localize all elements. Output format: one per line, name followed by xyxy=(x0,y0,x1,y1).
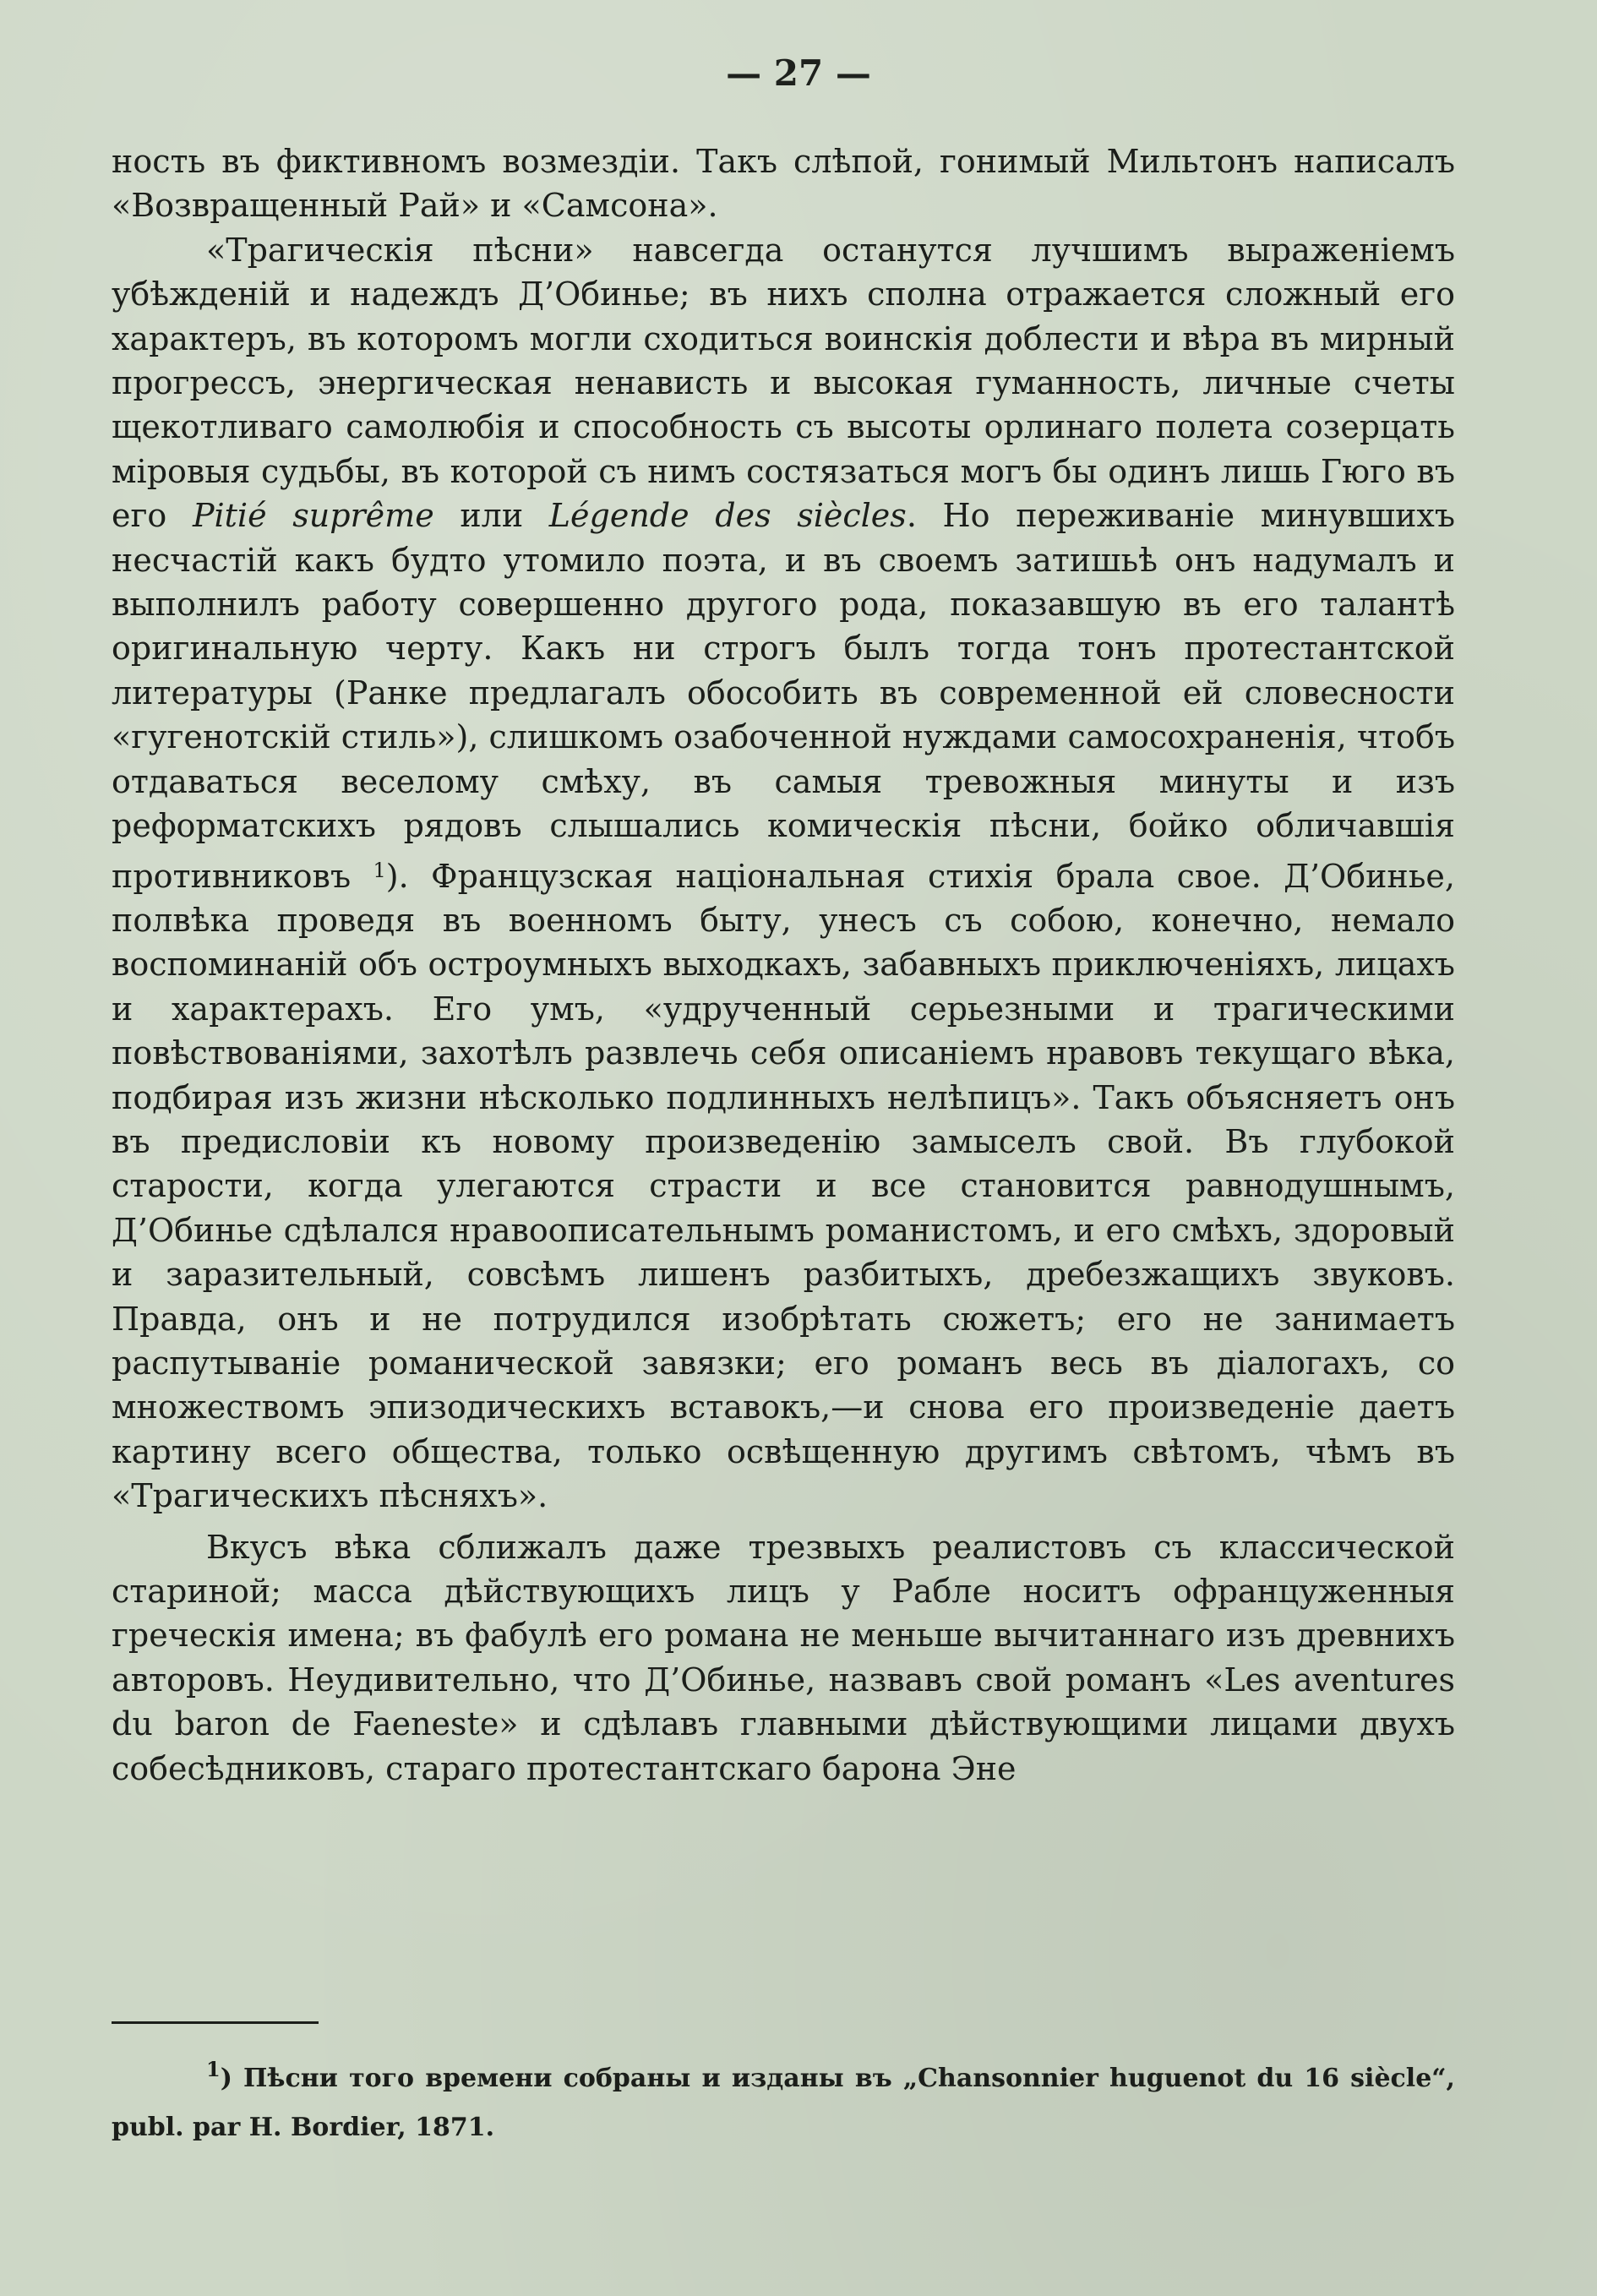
body-text xyxy=(112,139,1455,1791)
paragraph-2-text-a: «Трагическія пѣсни» навсегда останутся лучшимъ выраженіемъ убѣжденій и надеждъ Д’Обинье; въ нихъ сполна отражается сложный его характеръ, въ которомъ могли сходиться воинскія доблести и вѣра въ мирный прогрессъ, энергическая ненависть и высокая гуманность, личные счеты щекотливаго самолюбія и способность съ высоты орлинаго полета созерцать міровыя судьбы, въ которой съ нимъ состязаться могъ бы одинъ лишь Гюго въ его xyxy=(112,231,1455,535)
paragraph-2-text-d: ). Французская національная стихія брала свое. Д’Обинье, полвѣка проведя въ военномъ быту, унесъ съ собою, конечно, немало воспоминаній объ остроумныхъ выходкахъ, забавныхъ приключеніяхъ, лицахъ и характерахъ. Его умъ, «удрученный серьезными и трагическими повѣствованіями, захотѣлъ развлечь себя описаніемъ нравовъ текущаго вѣка, подбирая изъ жизни нѣсколько подлинныхъ нелѣпицъ». Такъ объясняетъ онъ въ предисловіи къ новому произведенію замыселъ свой. Въ глубокой старости, когда улегаются страсти и все становится равнодушнымъ, Д’Обинье сдѣлался нравоописательнымъ романистомъ, и его смѣхъ, здоровый и заразительный, совсѣмъ лишенъ разбитыхъ, дребезжащихъ звуковъ. Правда, онъ и не потрудился изобрѣтать сюжетъ; его не занимаетъ распутываніе романической завязки; его романъ весь въ діалогахъ, со множествомъ эпизодическихъ вставокъ,—и снова его произведеніе даетъ картину всего общества, только освѣщенную другимъ свѣтомъ, чѣмъ въ «Трагическихъ пѣсняхъ». xyxy=(112,857,1455,1515)
page-number: — 27 — xyxy=(726,52,871,94)
footnote-text: ) Пѣсни того времени собраны и изданы въ „Chansonnier huguenot du 16 siècle“, publ. par H. Bordier, 1871. xyxy=(112,2064,1455,2142)
paragraph-2-text-b: или xyxy=(433,497,549,535)
footnote xyxy=(112,2045,1455,2152)
paragraph-1: ность въ фиктивномъ возмездіи. Такъ слѣпой, гонимый Мильтонъ написалъ «Возвращенный Рай» и «Самсона». xyxy=(112,143,1455,225)
paragraph-3: Вкусъ вѣка сближалъ даже трезвыхъ реалистовъ съ классической стариной; масса дѣйствующихъ лицъ у Рабле носитъ офранцуженныя греческія имена; въ фабулѣ его романа не меньше вычитаннаго изъ древнихъ авторовъ. Неудивительно, что Д’Обинье, назвавъ свой романъ «Les aventures du baron de Faeneste» и сдѣлавъ главными дѣйствующими лицами двухъ собесѣдниковъ, стараго протестантскаго барона Эне xyxy=(112,1528,1455,1787)
paragraph-2-text-c: . Но переживаніе минувшихъ несчастій какъ будто утомило поэта, и въ своемъ затишьѣ онъ надумалъ и выполнилъ работу совершенно другого рода, показавшую въ его талантѣ оригинальную черту. Какъ ни строгъ былъ тогда тонъ протестантской литературы (Ранке предлагалъ обособить въ современной ей словесности «гугенотскій стиль»), слишкомъ озабоченной нуждами самосохраненія, чтобъ отдаваться веселому смѣху, въ самыя тревожныя минуты и изъ реформатскихъ рядовъ слышались комическія пѣсни, бойко обличавшія противниковъ xyxy=(112,497,1456,895)
footnote-marker: 1 xyxy=(206,2057,221,2081)
paragraph-2 xyxy=(112,228,1455,1519)
italic-title-pitie: Pitié suprême xyxy=(192,497,434,535)
footnote-divider xyxy=(112,2021,319,2024)
footnote-reference: 1 xyxy=(373,858,386,882)
italic-title-legende: Légende des siècles xyxy=(548,497,907,535)
